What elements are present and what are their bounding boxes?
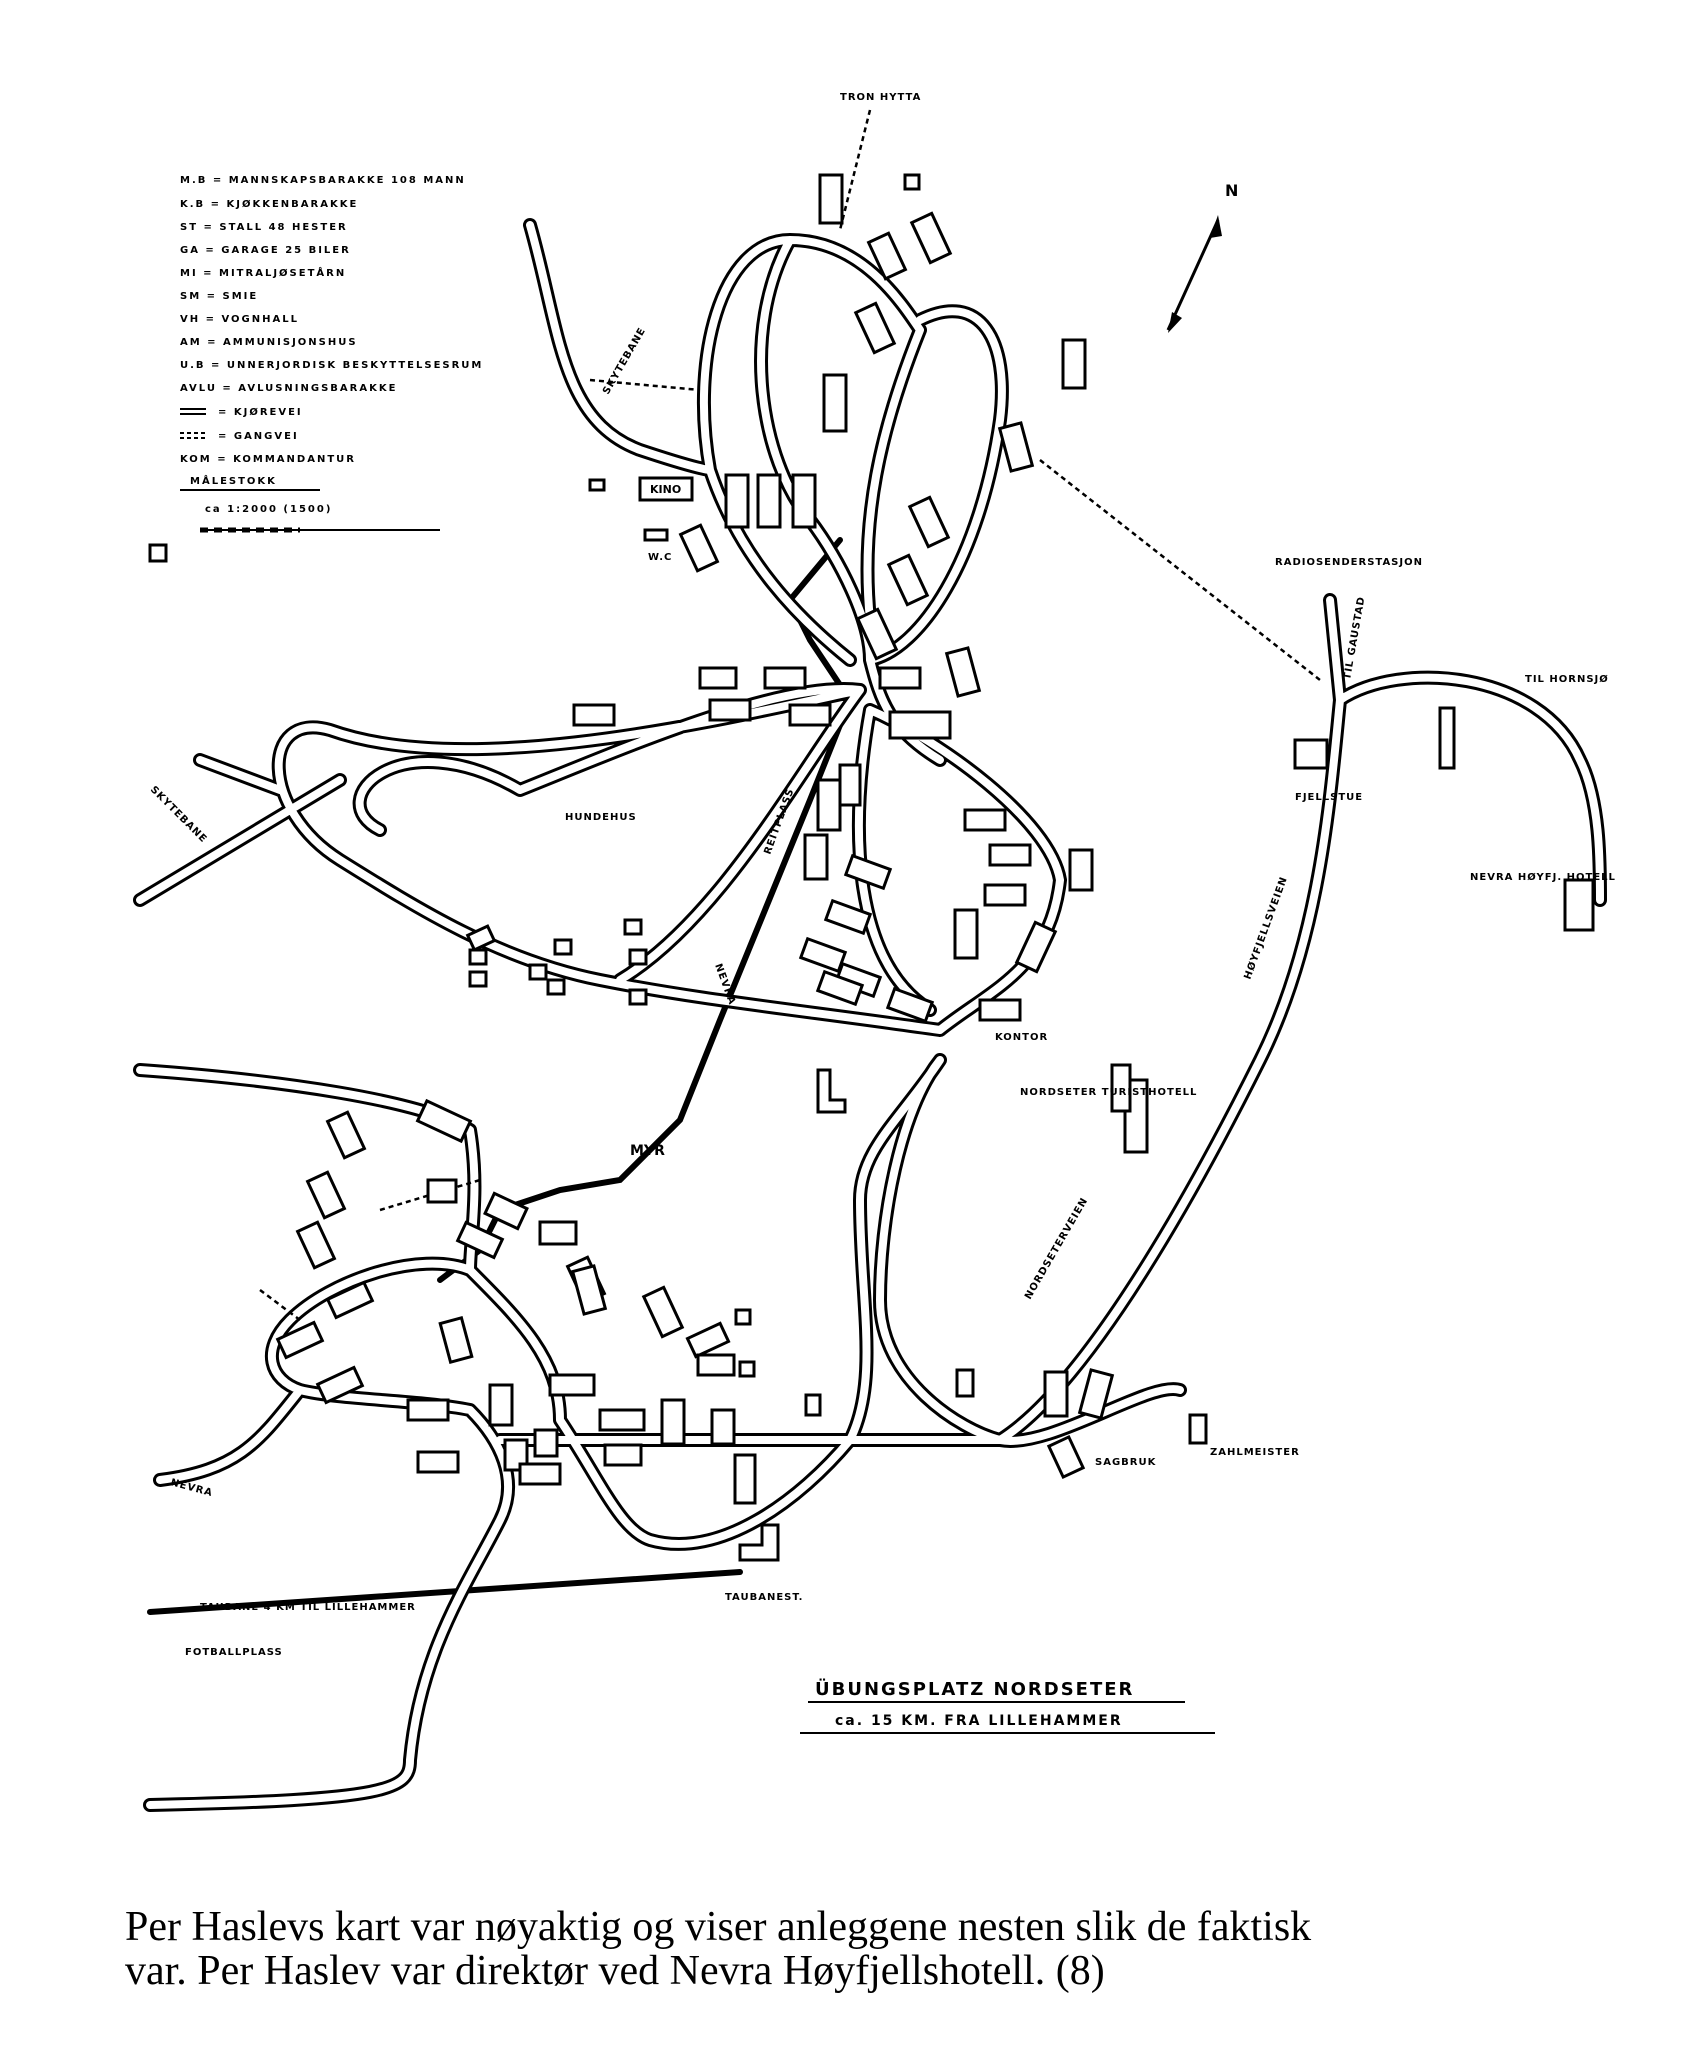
building	[735, 1455, 755, 1503]
building	[600, 1410, 644, 1430]
map-label: TAUBANEST.	[725, 1592, 804, 1603]
building	[698, 1355, 734, 1375]
building	[681, 525, 718, 571]
building	[418, 1452, 458, 1472]
map-title: ÜBUNGSPLATZ NORDSETER	[815, 1679, 1135, 1700]
map-label: KINO	[650, 483, 682, 496]
map-label: NEVRA HØYFJ. HOTELL	[1470, 872, 1616, 883]
legend-item: GA = GARAGE 25 BILER	[180, 245, 351, 256]
legend-item: M.B = MANNSKAPSBARAKKE 108 MANN	[180, 175, 466, 186]
building	[605, 1445, 641, 1465]
building	[740, 1362, 754, 1376]
building	[790, 705, 830, 725]
building	[818, 1070, 845, 1112]
building	[535, 1430, 557, 1456]
building	[530, 965, 546, 979]
figure-caption	[125, 1905, 1585, 1993]
map-label: NEVRA	[169, 1477, 214, 1500]
map-title-block	[800, 1678, 1215, 1733]
map-label: ZAHLMEISTER	[1210, 1447, 1300, 1458]
building	[818, 780, 840, 830]
building	[820, 175, 842, 223]
caption-line: Per Haslevs kart var nøyaktig og viser anleggene nesten slik de faktisk	[125, 1904, 1312, 1950]
building	[662, 1400, 684, 1444]
building	[540, 1222, 576, 1244]
building	[1190, 1415, 1206, 1443]
building	[965, 810, 1005, 830]
scale-ratio: ca 1:2000 (1500)	[205, 504, 333, 515]
building	[846, 856, 890, 888]
building	[574, 705, 614, 725]
map-label: FOTBALLPLASS	[185, 1647, 283, 1658]
map-label: HUNDEHUS	[565, 812, 637, 823]
building	[710, 700, 750, 720]
legend-item: AVLU = AVLUSNINGSBARAKKE	[180, 383, 398, 394]
building	[625, 920, 641, 934]
building	[736, 1310, 750, 1324]
map-label: SKYTEBANE	[147, 784, 209, 846]
north-arrow-icon	[1168, 181, 1238, 333]
building	[840, 765, 860, 805]
map-label: KONTOR	[995, 1032, 1049, 1043]
legend-item: = GANGVEI	[218, 431, 299, 442]
legend-item: VH = VOGNHALL	[180, 314, 299, 325]
building	[308, 1172, 345, 1218]
map-label: TIL GAUSTAD	[1342, 595, 1368, 681]
building	[824, 375, 846, 431]
building	[1440, 708, 1454, 768]
building	[630, 990, 646, 1004]
building	[1295, 740, 1327, 768]
map-label: HØYFJELLSVEIEN	[1242, 875, 1291, 982]
building	[470, 972, 486, 986]
building	[440, 1318, 472, 1362]
building	[990, 845, 1030, 865]
building	[490, 1385, 512, 1425]
building	[910, 497, 949, 546]
building	[1070, 850, 1092, 890]
legend-item: U.B = UNNERJORDISK BESKYTTELSESRUM	[180, 360, 484, 371]
map-label: NORDSETERVEIEN	[1023, 1195, 1091, 1302]
building	[645, 530, 667, 540]
map-label: TRON HYTTA	[840, 92, 922, 103]
building	[555, 940, 571, 954]
map-label: MYR	[630, 1143, 665, 1159]
map-label: NEVRA	[712, 962, 738, 1007]
building	[888, 989, 932, 1021]
building	[947, 648, 980, 696]
building	[765, 668, 805, 688]
building	[793, 475, 815, 527]
map-label: SAGBRUK	[1095, 1457, 1157, 1468]
building	[1063, 340, 1085, 388]
building	[912, 213, 951, 262]
building	[298, 1222, 335, 1268]
building	[150, 545, 166, 561]
building	[520, 1464, 560, 1484]
building	[550, 1375, 594, 1395]
building	[548, 980, 564, 994]
building	[573, 1266, 606, 1314]
map-label: NORDSETER TURISTHOTELL	[1020, 1087, 1198, 1098]
map-legend	[180, 175, 483, 530]
building	[1565, 880, 1593, 930]
building	[687, 1323, 728, 1356]
building	[1017, 922, 1056, 971]
building	[328, 1112, 365, 1158]
building	[590, 480, 604, 490]
legend-item: AM = AMMUNISJONSHUS	[180, 337, 358, 348]
legend-item: ST = STALL 48 HESTER	[180, 222, 348, 233]
building	[890, 712, 950, 738]
map-label: W.C	[648, 552, 673, 563]
building	[428, 1180, 456, 1202]
building	[712, 1410, 734, 1444]
legend-item: KOM = KOMMANDANTUR	[180, 454, 356, 465]
caption-line: var. Per Haslev var direktør ved Nevra Høyfjellshotell. (8)	[125, 1948, 1105, 1994]
scale-title: MÅLESTOKK	[190, 476, 277, 487]
map-label: RADIOSENDERSTASJON	[1275, 557, 1423, 568]
building	[957, 1370, 973, 1396]
building	[985, 885, 1025, 905]
building	[905, 175, 919, 189]
map-label: TIL HORNSJØ	[1525, 674, 1609, 685]
building	[1000, 423, 1033, 471]
building	[801, 939, 845, 971]
building	[805, 835, 827, 879]
building	[806, 1395, 820, 1415]
building	[880, 668, 920, 688]
building	[758, 475, 780, 527]
north-label: N	[1225, 181, 1239, 200]
building	[1049, 1437, 1083, 1477]
map-subtitle: ca. 15 KM. FRA LILLEHAMMER	[835, 1713, 1123, 1729]
building	[1045, 1372, 1067, 1416]
legend-item: K.B = KJØKKENBARAKKE	[180, 199, 359, 210]
legend-item: MI = MITRALJØSETÅRN	[180, 268, 347, 279]
building	[470, 950, 486, 964]
map-label: REITPLASS	[762, 786, 797, 857]
legend-item: SM = SMIE	[180, 291, 259, 302]
building	[726, 475, 748, 527]
building	[856, 303, 895, 352]
legend-item: = KJØREVEI	[218, 407, 303, 418]
map-label: TAUBANE 4 KM TIL LILLEHAMMER	[200, 1602, 416, 1613]
building	[955, 910, 977, 958]
building	[408, 1400, 448, 1420]
building	[644, 1287, 683, 1336]
building	[418, 1101, 471, 1141]
building	[980, 1000, 1020, 1020]
building	[889, 555, 928, 604]
building	[700, 668, 736, 688]
map-label: FJELLSTUE	[1295, 792, 1364, 803]
building	[630, 950, 646, 964]
map-label: SKYTEBANE	[601, 325, 649, 397]
